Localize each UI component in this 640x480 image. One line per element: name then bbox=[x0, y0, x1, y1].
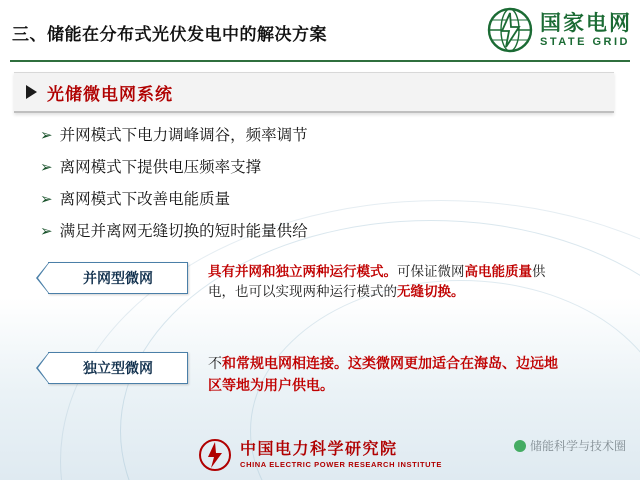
callout-text-grid-connected bbox=[208, 262, 568, 302]
callout-segment-red: 和常规电网相连接。这类微网更加适合在海岛、边远地区等地为用户供电。 bbox=[208, 355, 558, 393]
state-grid-logo bbox=[486, 6, 632, 54]
list-item bbox=[40, 221, 580, 242]
tag-grid-connected-microgrid bbox=[48, 262, 188, 294]
list-item bbox=[40, 125, 580, 146]
tag-label: 并网型微网 bbox=[83, 270, 153, 286]
tag-label: 独立型微网 bbox=[83, 360, 153, 376]
callout-segment-red: 无缝切换。 bbox=[397, 284, 465, 299]
watermark-label: 储能科学与技术圈 bbox=[529, 439, 626, 453]
state-grid-logo-en: STATE GRID bbox=[540, 35, 630, 48]
cepri-logo-icon bbox=[198, 438, 232, 472]
list-item-label: 满足并离网无缝切换的短时能量供给 bbox=[59, 223, 308, 240]
section-title-bar bbox=[14, 72, 614, 113]
list-item-label: 离网模式下改善电能质量 bbox=[59, 191, 231, 208]
section-title: 光储微电网系统 bbox=[47, 84, 173, 104]
header-divider bbox=[10, 60, 630, 62]
callout-text-standalone bbox=[208, 352, 568, 396]
bullet-arrow-icon: ➢ bbox=[40, 223, 53, 240]
callout-segment-red: 具有并网和独立两种运行模式。 bbox=[208, 264, 397, 279]
slide-header bbox=[0, 0, 640, 60]
footer-name-en: CHINA ELECTRIC POWER RESEARCH INSTITUTE bbox=[240, 459, 442, 469]
footer-logo bbox=[0, 438, 640, 472]
bullet-arrow-icon: ➢ bbox=[40, 159, 53, 176]
state-grid-globe-icon bbox=[486, 6, 534, 54]
bullet-arrow-icon: ➢ bbox=[40, 191, 53, 208]
state-grid-logo-cn: 国家电网 bbox=[540, 11, 632, 35]
footer-text bbox=[240, 442, 442, 469]
callout-segment-plain: 供电，也可以实现两种运行模式的 bbox=[208, 264, 546, 299]
bullet-arrow-icon: ➢ bbox=[40, 127, 53, 144]
callout-segment-plain: 不 bbox=[208, 355, 222, 371]
list-item-label: 离网模式下提供电压频率支撑 bbox=[59, 159, 262, 176]
bullet-list bbox=[40, 125, 580, 253]
state-grid-logo-text bbox=[540, 13, 632, 48]
triangle-right-icon bbox=[26, 85, 37, 99]
callout-standalone bbox=[48, 352, 568, 396]
callout-segment-red: 高电能质量 bbox=[464, 264, 532, 279]
tag-standalone-microgrid bbox=[48, 352, 188, 384]
callout-segment-plain: 可保证微网 bbox=[397, 264, 465, 279]
list-item bbox=[40, 157, 580, 178]
list-item-label: 并网模式下电力调峰调谷，频率调节 bbox=[59, 127, 308, 144]
list-item bbox=[40, 189, 580, 210]
page-title: 三、储能在分布式光伏发电中的解决方案 bbox=[12, 25, 327, 44]
footer-name-cn: 中国电力科学研究院 bbox=[240, 440, 398, 458]
callout-grid-connected bbox=[48, 262, 568, 302]
